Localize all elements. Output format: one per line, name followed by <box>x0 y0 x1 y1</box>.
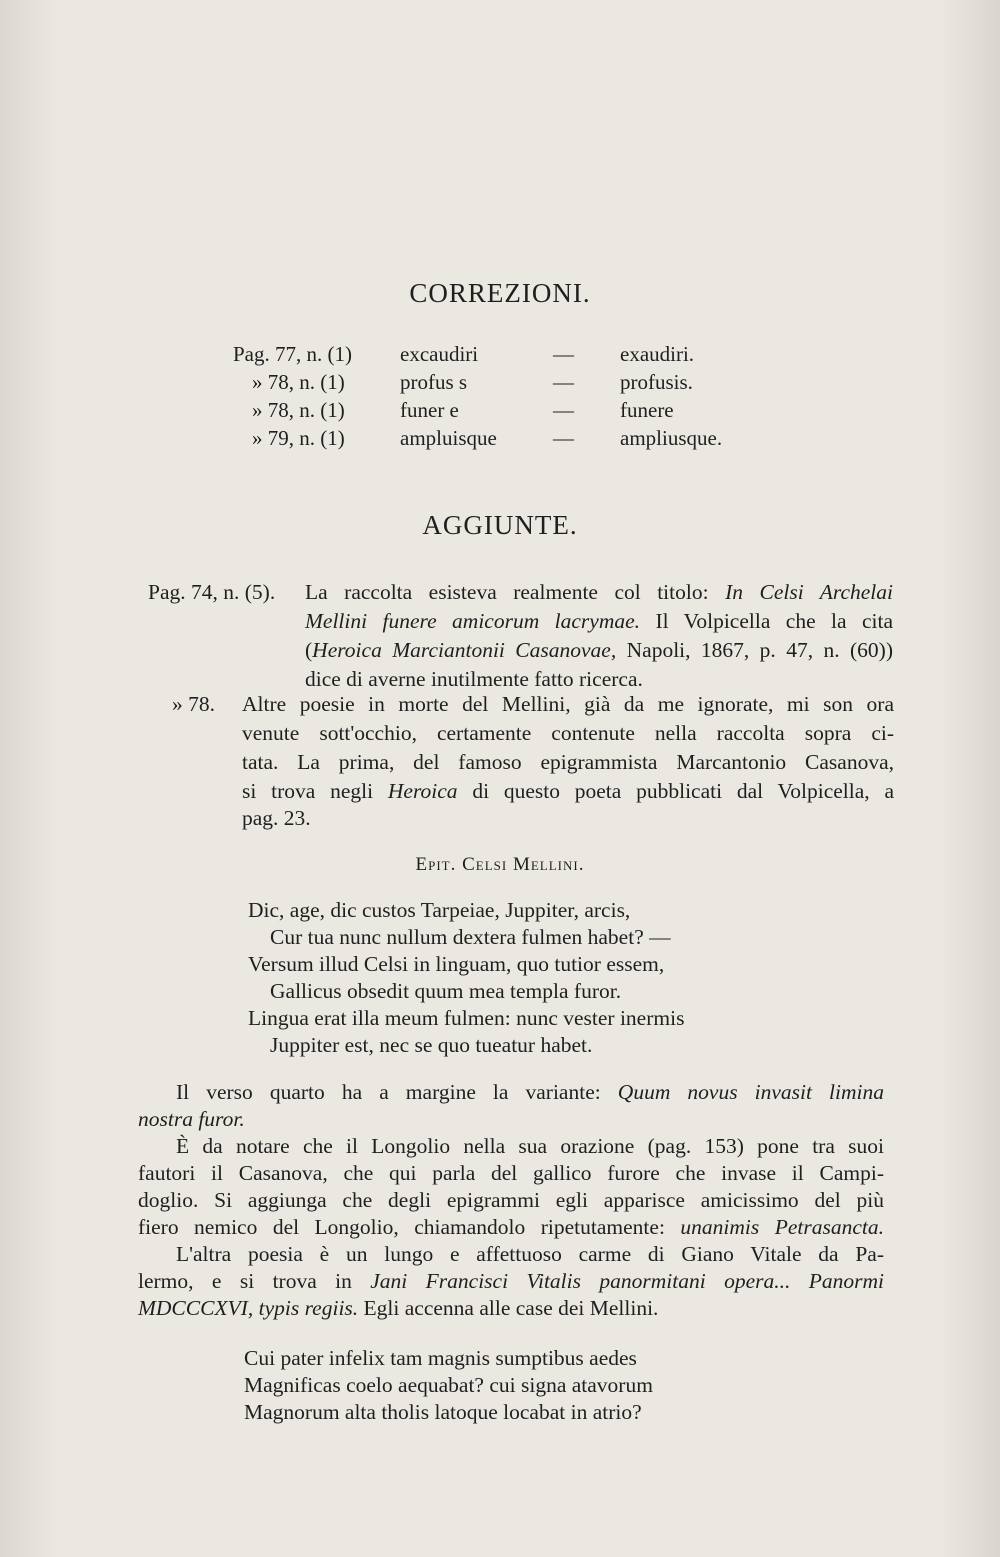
addition-line: pag. 23. <box>242 806 311 830</box>
paragraph-line: fautori il Casanova, che qui parla del gallico furore che invase il Campi- <box>138 1161 884 1185</box>
paragraph-line <box>138 1215 884 1240</box>
verse-line: Cur tua nunc nullum dextera fulmen habet? — <box>270 925 671 949</box>
addition-line: venute sott'occhio, certamente contenute nella raccolta sopra ci- <box>242 721 894 745</box>
italic-title: Mellini funere amicorum lacrymae. <box>305 609 641 633</box>
correction-ref: » 78, n. (1) <box>252 398 345 422</box>
text-span: Il verso quarto ha a margine la variante: <box>176 1080 618 1104</box>
text-span: di questo poeta pubblicati dal Volpicella, a <box>457 779 894 803</box>
verse-line: Lingua erat illa meum fulmen: nunc vester inermis <box>248 1006 685 1030</box>
paragraph-line <box>138 1269 884 1294</box>
addition-ref: Pag. 74, n. (5). <box>148 580 276 604</box>
addition-line: tata. La prima, del famoso epigrammista Marcantonio Casanova, <box>242 750 894 774</box>
correction-dash: — <box>553 370 574 394</box>
correction-row <box>0 342 1000 368</box>
correction-row <box>0 398 1000 424</box>
addition-line <box>305 638 893 663</box>
correction-right: exaudiri. <box>620 342 695 366</box>
correction-row <box>0 370 1000 396</box>
text-span: si trova negli <box>242 779 388 803</box>
text-span: Egli accenna alle case dei Mellini. <box>358 1296 659 1320</box>
paragraph-line <box>138 1107 245 1132</box>
aggiunte-heading: AGGIUNTE. <box>422 510 578 540</box>
verse-line: Cui pater infelix tam magnis sumptibus aedes <box>244 1346 637 1370</box>
paragraph-line: L'altra poesia è un lungo e affettuoso carme di Giano Vitale da Pa- <box>176 1242 884 1266</box>
correction-dash: — <box>553 426 574 450</box>
text-span: Napoli, 1867, p. 47, n. (60)) <box>616 638 893 662</box>
epitaph-title: Epit. Celsi Mellini. <box>415 854 585 875</box>
italic-title: Heroica <box>387 779 458 803</box>
correction-wrong: ampluisque <box>400 426 497 450</box>
verse-line: Gallicus obsedit quum mea templa furor. <box>270 979 622 1003</box>
addition-line: dice di averne inutilmente fatto ricerca. <box>305 667 643 691</box>
correction-dash: — <box>553 342 574 366</box>
verse-line: Magnificas coelo aequabat? cui signa atavorum <box>244 1373 653 1397</box>
correction-dash: — <box>553 398 574 422</box>
addition-line: Altre poesie in morte del Mellini, già da me ignorate, mi son ora <box>242 692 894 716</box>
italic-title: Heroica Marciantonii Casanovae, <box>312 638 617 662</box>
italic-title: MDCCCXVI, typis regiis. <box>138 1296 359 1320</box>
text-span: lermo, e si trova in <box>138 1269 371 1293</box>
paragraph-line: È da notare che il Longolio nella sua orazione (pag. 153) pone tra suoi <box>176 1134 884 1158</box>
italic-quote: Quum novus invasit limina <box>617 1080 884 1104</box>
correction-wrong: profus s <box>400 370 468 394</box>
addition-line <box>305 580 893 605</box>
correction-row <box>0 426 1000 452</box>
verse-line: Versum illud Celsi in linguam, quo tutior essem, <box>248 952 665 976</box>
correzioni-heading: CORREZIONI. <box>409 278 591 308</box>
addition-line <box>305 609 893 634</box>
correction-wrong: funer e <box>400 398 459 422</box>
text-span: La raccolta esisteva realmente col titolo: <box>305 580 726 604</box>
correction-right: profusis. <box>620 370 693 394</box>
addition-ref: » 78. <box>172 692 215 716</box>
correction-right: ampliusque. <box>620 426 723 450</box>
paragraph-line <box>176 1080 884 1105</box>
correction-wrong: excaudiri <box>400 342 479 366</box>
verse-line: Magnorum alta tholis latoque locabat in atrio? <box>244 1400 642 1424</box>
text-span: ( <box>305 638 313 662</box>
paragraph-line: doglio. Si aggiunga che degli epigrammi egli apparisce amicissimo del più <box>138 1188 884 1212</box>
correction-right: funere <box>620 398 674 422</box>
addition-line <box>242 779 894 804</box>
italic-quote: nostra furor. <box>138 1107 245 1131</box>
text-span: fiero nemico del Longolio, chiamandolo ripetutamente: <box>138 1215 681 1239</box>
text-span: Il Volpicella che la cita <box>640 609 894 633</box>
verse-line: Juppiter est, nec se quo tueatur habet. <box>270 1033 593 1057</box>
paragraph-line <box>138 1296 658 1321</box>
verse-line: Dic, age, dic custos Tarpeiae, Juppiter, arcis, <box>248 898 631 922</box>
correction-ref: » 79, n. (1) <box>252 426 345 450</box>
italic-title: Jani Francisci Vitalis panormitani opera... Panormi <box>370 1269 884 1293</box>
correction-ref: » 78, n. (1) <box>252 370 345 394</box>
italic-title: In Celsi Archelai <box>725 580 894 604</box>
italic-quote: unanimis Petrasancta. <box>680 1215 884 1239</box>
correction-ref: Pag. 77, n. (1) <box>233 342 352 366</box>
